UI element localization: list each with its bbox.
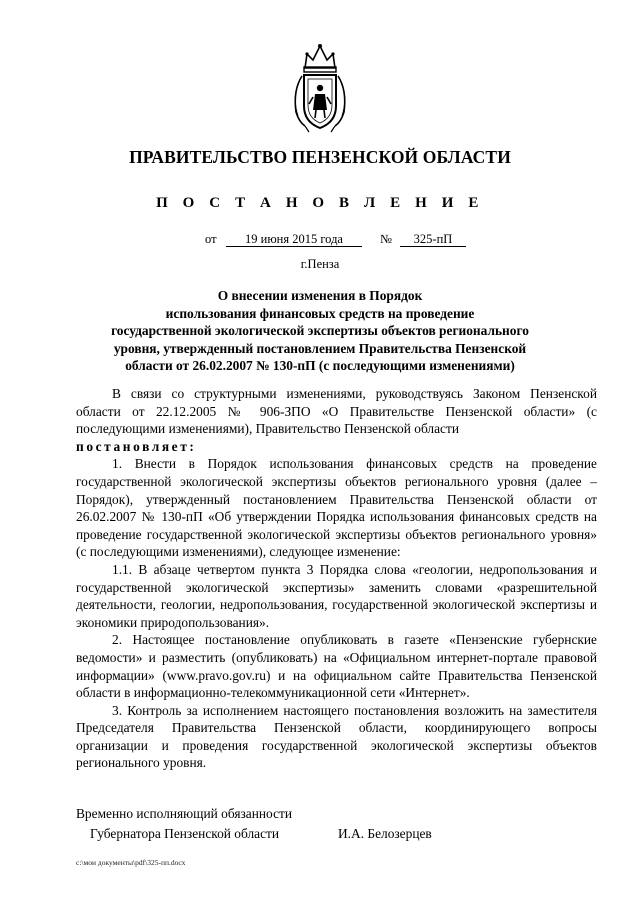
city: г.Пенза [300,257,340,271]
document-type: П О С Т А Н О В Л Е Н И Е [156,195,484,211]
document-body [76,385,597,772]
file-path-footer: c:\мои документы\pdf\325-пп.docx [76,858,186,867]
item-1-1: 1.1. В абзаце четвертом пункта 3 Порядка слова «геологии, недропользования и государственной экологической экспертизы» заменить словами «разрешительной деятельности, геологии, недропользования, государственной экологической экспертизы и экономики природопользования». [76,561,597,630]
number-prefix: № [380,232,392,246]
item-1: 1. Внести в Порядок использования финансовых средств на проведение государственной экологической экспертизы объектов регионального уровня (далее – Порядок), утвержденный постановлением Правительства Пензенской области от 26.02.2007 № 130-пП «Об утверждении Порядка использования финансовых средств на проведение государственной экологической экспертизы объектов регионального уровня» (с последующими изменениями), следующее изменение: [76,456,597,560]
title-line: уровня, утвержденный постановлением Правительства Пензенской [113,340,527,356]
decree-word: постановляет: [76,438,197,454]
document-date: 19 июня 2015 года [226,232,362,247]
title-line: области от 26.02.2007 № 130-пП (с последующими изменениями) [125,358,515,373]
signatory-name: И.А. Белозерцев [338,826,432,841]
document-number: 325-пП [400,232,466,247]
signature-position-line2: Губернатора Пензенской области [90,826,280,841]
document-title [80,287,560,375]
signature-position-line1: Временно исполняющий обязанности [76,806,293,821]
signature-block [76,804,292,844]
title-line: О внесении изменения в Порядок [217,288,423,303]
item-2: 2. Настоящее постановление опубликовать в газете «Пензенские губернские ведомости» и разместить (опубликовать) на «Официальном интернет-портале правовой информации» (www.pravo.gov.ru) и на официальном сайте Правительства Пензенской области в информационно-телекоммуникационной сети «Интернет». [76,632,597,701]
item-3: 3. Контроль за исполнением настоящего постановления возложить на заместителя Председателя Правительства Пензенской области, координирующего вопросы организации и проведения государственной экологической экспертизы объектов регионального уровня. [76,702,597,771]
coat-of-arms-emblem [289,42,351,134]
intro-paragraph: В связи со структурными изменениями, руководствуясь Законом Пензенской области от 22.12.2005 № 906-ЗПО «О Правительстве Пензенской области» (с последующими изменениями), Правительство Пензенской области [76,386,597,437]
government-name: ПРАВИТЕЛЬСТВО ПЕНЗЕНСКОЙ ОБЛАСТИ [129,147,511,167]
title-line: использования финансовых средств на проведение [165,305,475,321]
title-line: государственной экологической экспертизы объектов регионального [111,323,529,338]
date-prefix: от [205,232,217,246]
